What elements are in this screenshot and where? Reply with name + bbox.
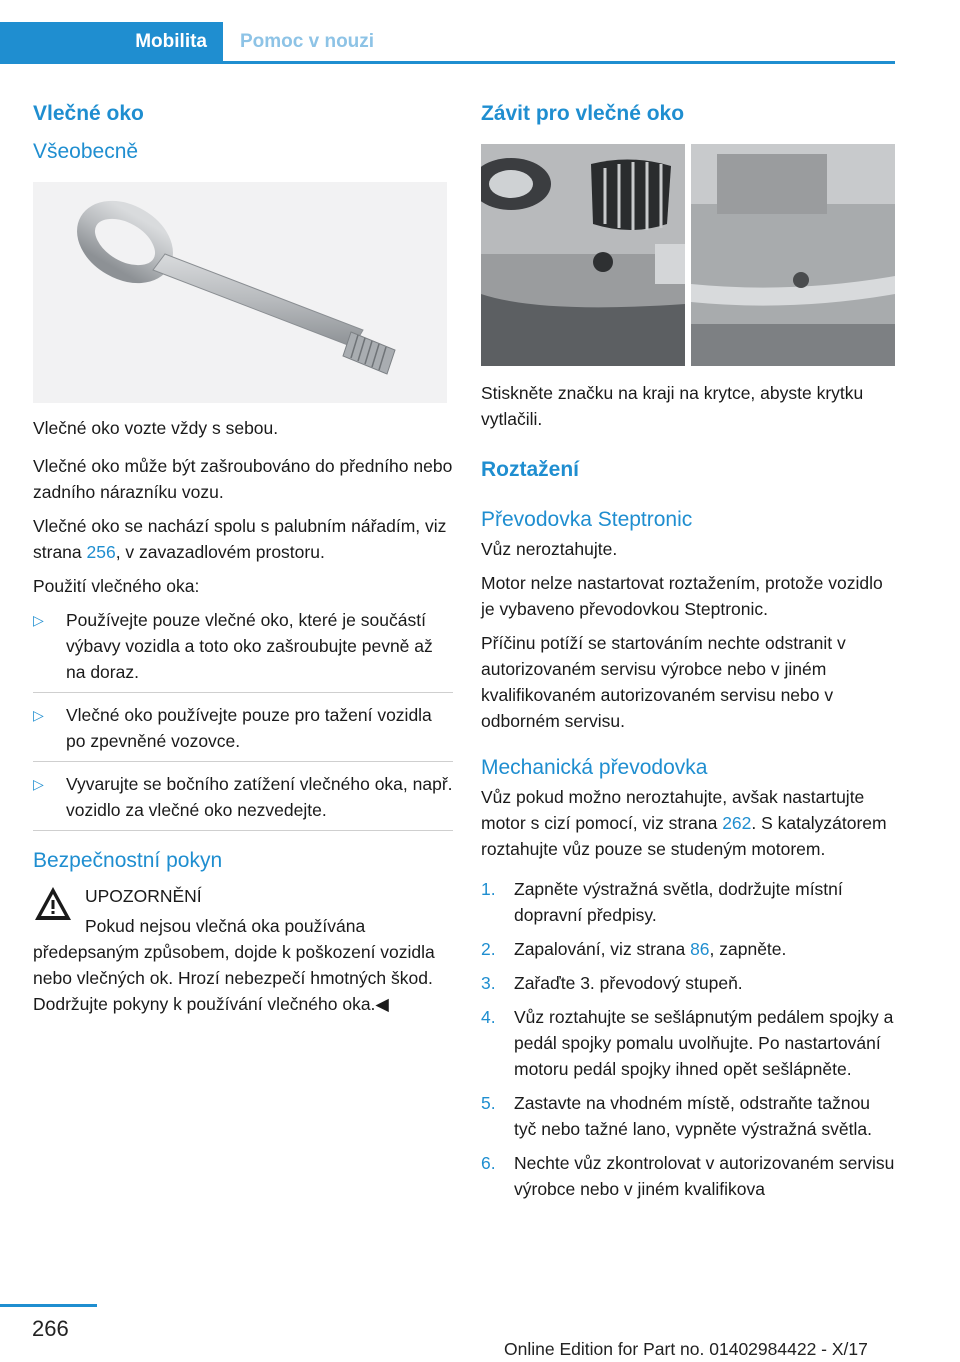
tow-start-steps	[481, 876, 896, 1202]
footer-accent-bar	[0, 1304, 97, 1307]
step-number: 4.	[481, 1007, 496, 1027]
list-item	[481, 876, 896, 928]
list-item	[481, 970, 896, 996]
step-text: Zařaďte 3. převodový stupeň.	[514, 973, 743, 993]
header-divider	[0, 61, 895, 64]
section-heading-tow-start: Roztažení	[481, 458, 580, 481]
list-item	[481, 1004, 896, 1082]
page-number: 266	[32, 1316, 69, 1341]
step-text: Zastavte na vhodném místě, odstraňte tažnou tyč nebo tažné lano, vypněte výstražná světla.	[514, 1093, 872, 1139]
paragraph-fix-cause: Příčinu potíží se startováním nechte odstranit v autorizovaném servisu výrobce nebo v jiném kvalifikovaném autorizovaném servisu nebo v odborném servisu.	[481, 633, 846, 731]
step-text: Nechte vůz zkontrolovat v autorizovaném servisu výrobce nebo v jiném kvalifikova	[514, 1153, 895, 1199]
paragraph-engine-cannot-start: Motor nelze nastartovat roztažením, protože vozidlo je vybaveno převodovkou Steptronic.	[481, 573, 883, 619]
paragraph-screw-in: Vlečné oko může být zašroubováno do předního nebo zadního nárazníku vozu.	[33, 456, 453, 502]
manual-text-after: . S katalyzátorem roztahujte vůz pouze se studeným motorem.	[481, 813, 887, 859]
paragraph-dont-tow: Vůz neroztahujte.	[481, 539, 618, 559]
tab-mobilita-label: Mobilita	[135, 31, 207, 52]
location-text-after: , v zavazadlovém prostoru.	[115, 542, 325, 562]
list-item-text: Používejte pouze vlečné oko, které je součástí výbavy vozidla a toto oko zašroubujte pevně až na doraz.	[66, 610, 433, 682]
section-heading-towing-eye: Vlečné oko	[33, 102, 144, 125]
tab-pomoc-v-nouzi[interactable]: Pomoc v nouzi	[240, 31, 375, 52]
location-text-before: Vlečné oko se nachází spolu s palubním nářadím, viz strana	[33, 516, 447, 562]
step-number: 1.	[481, 879, 496, 899]
step-text-after: , zapněte.	[709, 939, 787, 959]
list-item	[33, 607, 453, 693]
page-link-86[interactable]: 86	[690, 939, 710, 959]
step-number: 2.	[481, 939, 496, 959]
right-column	[481, 98, 896, 1210]
step-text: Zapalování, viz strana	[514, 939, 691, 959]
list-item	[481, 936, 896, 962]
triangle-bullet-icon: ▷	[33, 707, 44, 723]
subheading-steptronic: Převodovka Steptronic	[481, 508, 693, 531]
usage-bullet-list	[33, 607, 453, 831]
triangle-bullet-icon: ▷	[33, 776, 44, 792]
warning-body: Pokud nejsou vlečná oka používána předepsaným způsobem, dojde k poškození vozidla nebo vlečných ok. Hrozí nebezpečí hmotných škod. Dodržujte pokyny k používání vlečného oka.◀	[33, 916, 435, 1014]
list-item	[33, 702, 453, 762]
towing-eye-illustration	[33, 182, 447, 403]
section-heading-thread: Závit pro vlečné oko	[481, 102, 685, 125]
paragraph-location	[33, 513, 453, 565]
step-number: 3.	[481, 973, 496, 993]
step-number: 5.	[481, 1093, 496, 1113]
subheading-safety: Bezpečnostní pokyn	[33, 849, 223, 872]
paragraph-press-cover: Stiskněte značku na kraji na krytce, abyste krytku vytlačili.	[481, 383, 864, 429]
step-text: Vůz roztahujte se sešlápnutým pedálem spojky a pedál spojky pomalu uvolňujte. Po nastartování motoru pedál spojky ihned opět sešlápněte.	[514, 1007, 894, 1079]
tab-mobilita[interactable]	[0, 22, 223, 62]
page-link-262[interactable]: 262	[722, 813, 752, 833]
list-item	[481, 1150, 896, 1202]
step-text: Zapněte výstražná světla, dodržujte místní dopravní předpisy.	[514, 879, 843, 925]
warning-text	[33, 913, 453, 1017]
thread-cover-photo	[481, 144, 895, 366]
left-column	[33, 98, 453, 1017]
paragraph-manual-info	[481, 784, 896, 862]
edition-info: Online Edition for Part no. 01402984422 - X/17	[504, 1339, 868, 1359]
warning-title: UPOZORNĚNÍ	[85, 886, 202, 906]
paragraph-carry-eye: Vlečné oko vozte vždy s sebou.	[33, 418, 279, 438]
step-number: 6.	[481, 1153, 496, 1173]
manual-text-before: Vůz pokud možno neroztahujte, avšak nastartujte motor s cizí pomocí, viz strana	[481, 787, 865, 833]
triangle-bullet-icon: ▷	[33, 612, 44, 628]
list-item-text: Vyvarujte se bočního zatížení vlečného oka, např. vozidlo za vlečné oko nezvedejte.	[66, 774, 453, 820]
page-link-256[interactable]: 256	[86, 542, 116, 562]
list-item	[33, 771, 453, 831]
subheading-general: Všeobecně	[33, 140, 139, 163]
warning-block	[33, 883, 453, 909]
list-item	[481, 1090, 896, 1142]
subheading-manual: Mechanická převodovka	[481, 756, 708, 779]
warning-triangle-icon	[33, 885, 73, 923]
paragraph-usage-intro: Použití vlečného oka:	[33, 576, 200, 596]
header-tabs	[0, 0, 895, 64]
list-item-text: Vlečné oko používejte pouze pro tažení vozidla po zpevněné vozovce.	[66, 705, 432, 751]
